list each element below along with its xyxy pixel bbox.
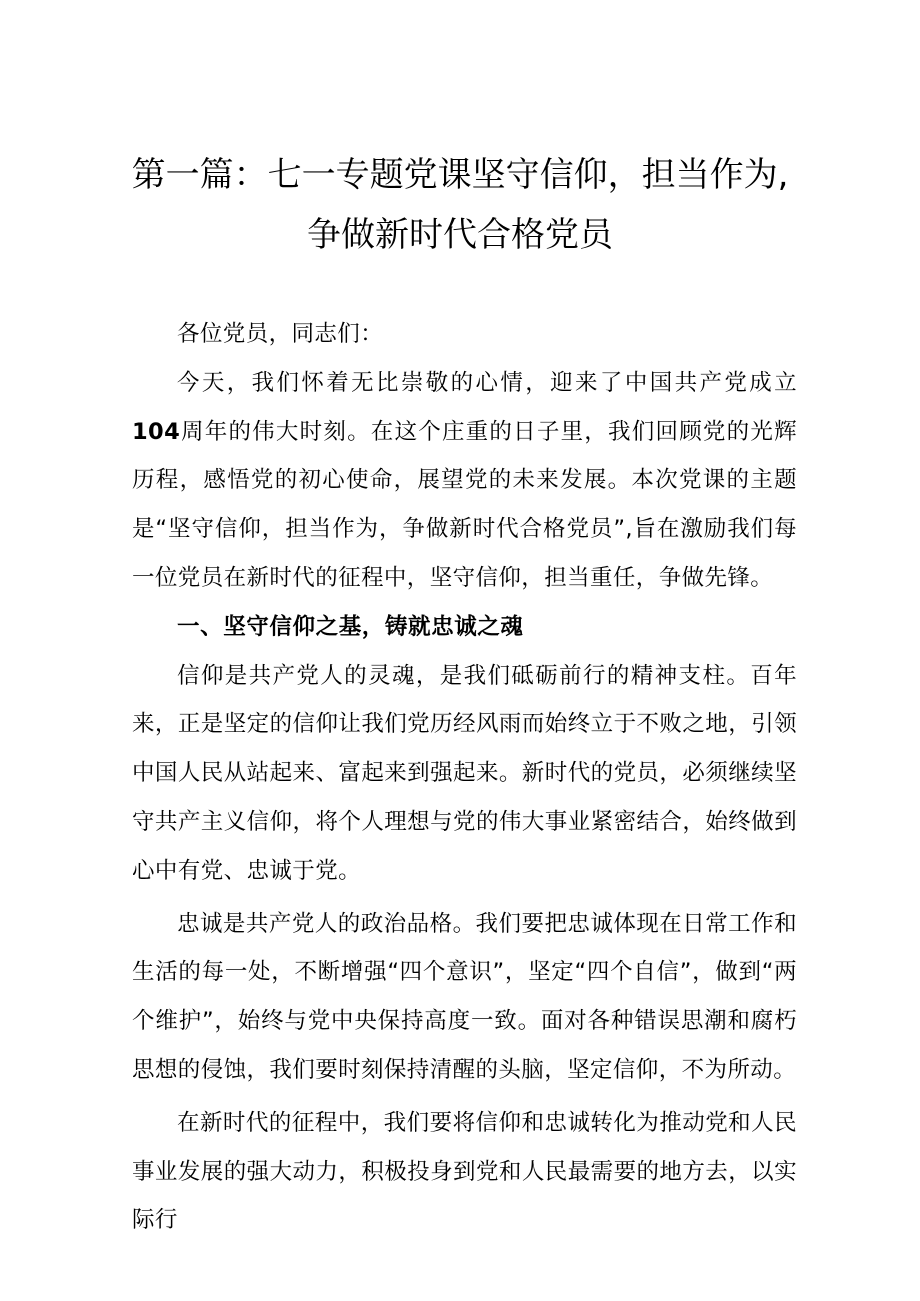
paragraph-intro-text-a: 今天，我们怀着无比崇敬的心情，迎来了中国共产党成立 — [177, 369, 797, 396]
paragraph-faith: 信仰是共产党人的灵魂，是我们砥砺前行的精神支柱。百年来，正是坚定的信仰让我们党历经风雨而始终立于不败之地，引领中国人民从站起来、富起来到强起来。新时代的党员，必须继续坚守共产主义信仰，将个人理想与党的伟大事业紧密结合，始终做到心中有党、忠诚于党。 — [132, 662, 797, 884]
greeting: 各位党员，同志们： — [177, 321, 384, 347]
section-heading-1: 一、坚守信仰之基，铸就忠诚之魂 — [177, 613, 524, 640]
document-body — [132, 310, 797, 1245]
document-title-line1: 第一篇：七一专题党课坚守信仰，担当作为, — [131, 155, 789, 195]
paragraph-loyalty: 忠诚是共产党人的政治品格。我们要把忠诚体现在日常工作和生活的每一处，不断增强“四个意识”，坚定“四个自信”，做到“两个维护”，始终与党中央保持高度一致。面对各种错误思潮和腐朽思想的侵蚀，我们要时刻保持清醒的头脑，坚定信仰，不为所动。 — [132, 910, 797, 1083]
paragraph-action: 在新时代的征程中，我们要将信仰和忠诚转化为推动党和人民事业发展的强大动力，积极投身到党和人民最需要的地方去，以实际行 — [132, 1109, 797, 1234]
document-title-line2: 争做新时代合格党员 — [307, 215, 613, 255]
paragraph-intro — [132, 359, 797, 603]
paragraph-intro-text-b: 周年的伟大时刻。在这个庄重的日子里，我们回顾党的光辉历程，感悟党的初心使命，展望党的未来发展。本次党课的主题是“坚守信仰，担当作为，争做新时代合格党员”,旨在激励我们每一位党员在新时代的征程中，坚守信仰，担当重任，争做先锋。 — [132, 418, 797, 591]
anniversary-number: 104 — [132, 418, 181, 445]
